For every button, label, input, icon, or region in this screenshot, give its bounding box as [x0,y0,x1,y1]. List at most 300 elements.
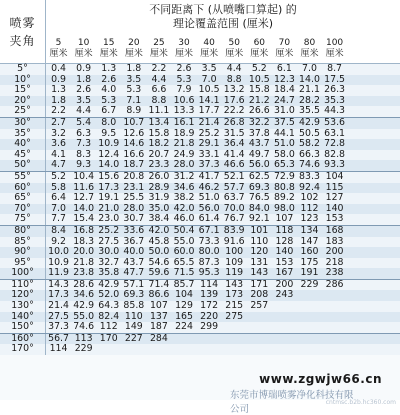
coverage-value-cell: 0.9 [51,73,66,85]
coverage-value-cell: 6.4 [51,192,66,204]
coverage-value-cell: 131 [250,256,269,268]
coverage-value-cell: 107 [149,300,168,312]
coverage-value-cell: 57.7 [223,181,245,193]
coverage-value-cell: 50.0 [148,246,170,258]
coverage-value-cell: 63.1 [324,127,346,139]
distance-value: 5 [55,37,62,48]
coverage-value-cell: 13.3 [173,105,195,117]
coverage-value-cell: 13.2 [223,84,245,96]
coverage-value-cell: 24.7 [273,94,295,106]
coverage-value-cell: 82.8 [324,148,346,160]
coverage-value-cell: 35.5 [299,105,320,117]
coverage-value-cell: 44.1 [273,127,295,139]
spray-angle-cell: 100° [0,268,46,279]
coverage-value-cell: 58.0 [273,148,295,160]
coverage-value-cell: 168 [325,224,344,236]
coverage-value-cell: 12.6 [123,127,145,139]
coverage-value-cell: 73.3 [198,235,220,247]
coverage-value-cell: 84.0 [248,202,270,214]
coverage-value-cell: 5.8 [51,181,66,193]
coverage-value-cell: 1.8 [126,63,142,74]
spray-angle-cell: 65° [0,193,46,204]
table-row [0,214,400,225]
coverage-value-cell: 50.4 [173,224,195,236]
coverage-value-cell: 49.7 [248,148,270,160]
coverage-value-cell: 127 [325,192,344,204]
company-name: 东莞市博瑞喷雾净化科技有限公司 [230,390,354,415]
coverage-value-cell: 10.6 [173,94,195,106]
coverage-value-cell: 20.8 [123,170,145,182]
coverage-value-cell: 91.6 [223,235,245,247]
distance-header-cell [146,34,171,63]
coverage-value-cell: 37.5 [273,116,295,128]
spray-angle-cell: 140° [0,312,46,323]
coverage-value-cell: 7.0 [201,73,217,85]
coverage-value-cell: 47.7 [123,267,145,279]
coverage-value-cell: 5.3 [126,84,142,96]
spray-angle-cell: 35° [0,129,46,140]
coverage-value-cell: 85.8 [123,300,145,312]
coverage-value-cell: 55.0 [173,235,195,247]
coverage-value-cell: 8.7 [327,63,343,74]
coverage-value-cell: 93.3 [324,159,346,171]
coverage-value-cell: 14.1 [198,94,220,106]
coverage-value-cell: 4.0 [101,84,117,96]
coverage-value-cell: 149 [124,321,143,333]
coverage-value-cell: 140 [275,246,294,258]
coverage-value-cell: 25.5 [123,192,145,204]
coverage-value-cell: 118 [275,224,294,236]
spray-angle-cell: 45° [0,150,46,161]
coverage-value-cell: 14.0 [98,159,120,171]
coverage-value-cell: 71.4 [148,278,170,290]
coverage-value-cell: 20.0 [73,246,95,258]
distance-unit: 厘米 [275,48,294,59]
coverage-value-cell: 92.4 [299,181,320,193]
corner-label-line1: 喷雾 [9,15,36,30]
coverage-value-cell: 74.6 [299,159,320,171]
coverage-value-cell: 22.2 [223,105,245,117]
coverage-value-cell: 69.3 [123,289,145,301]
coverage-value-cell: 1.8 [76,73,92,85]
coverage-value-cell: 167 [275,267,294,279]
coverage-value-cell: 16.6 [123,148,145,160]
coverage-value-cell: 9.5 [101,127,117,139]
coverage-value-cell: 56.0 [198,202,220,214]
coverage-value-cell: 28.0 [173,159,195,171]
coverage-value-cell: 14.3 [48,278,69,290]
coverage-value-cell: 30.7 [123,213,145,225]
coverage-value-cell: 36.4 [223,138,245,150]
coverage-value-cell: 7.0 [51,202,66,214]
spray-angle-cell: 95° [0,258,46,269]
coverage-value-cell: 28.9 [148,181,170,193]
coverage-value-cell: 5.3 [101,94,117,106]
coverage-value-cell: 114 [49,343,68,355]
coverage-value-cell: 173 [225,289,244,301]
coverage-value-cell: 98.0 [273,202,295,214]
coverage-value-cell: 10.9 [98,138,120,150]
coverage-value-cell: 104 [325,170,344,182]
distance-value: 50 [228,37,240,48]
coverage-value-cell: 238 [325,267,344,279]
coverage-value-cell: 63.7 [223,192,245,204]
coverage-value-cell: 4.1 [51,148,66,160]
coverage-value-cell: 26.6 [248,105,270,117]
distance-header-cell [322,34,347,63]
distance-value: 10 [77,37,90,48]
coverage-value-cell: 59.6 [148,267,170,279]
coverage-value-cell: 9.3 [76,159,92,171]
distance-unit: 厘米 [99,48,118,59]
coverage-value-cell: 61.4 [198,213,220,225]
coverage-value-cell: 170 [99,332,118,344]
distance-value: 25 [153,37,165,48]
coverage-value-cell: 8.8 [151,94,167,106]
coverage-value-cell: 21.8 [173,138,195,150]
spray-angle-cell: 85° [0,237,46,248]
coverage-value-cell: 86.6 [148,289,170,301]
coverage-value-cell: 275 [225,310,244,322]
coverage-value-cell: 85.7 [173,278,195,290]
coverage-value-cell: 70.0 [223,202,245,214]
coverage-value-cell: 3.5 [201,63,217,74]
coverage-value-cell: 191 [300,267,319,279]
coverage-value-cell: 58.2 [299,138,320,150]
spray-angle-cell: 160° [0,334,46,345]
coverage-value-cell: 11.1 [148,105,170,117]
distance-header-cell [96,34,121,63]
coverage-value-cell: 1.8 [51,94,66,106]
coverage-value-cell: 21.4 [198,116,220,128]
coverage-value-cell: 229 [300,278,319,290]
distance-unit: 厘米 [300,48,319,59]
distance-header-cell [46,34,71,63]
coverage-value-cell: 8.0 [101,116,117,128]
spray-angle-cell: 50° [0,160,46,171]
coverage-value-cell: 8.8 [226,73,242,85]
coverage-value-cell: 10.9 [48,256,69,268]
coverage-value-cell: 17.6 [223,94,245,106]
coverage-value-cell: 10.5 [248,73,270,85]
distance-unit: 厘米 [200,48,219,59]
distance-header-cell [297,34,322,63]
coverage-value-cell: 42.9 [98,278,120,290]
coverage-value-cell: 40.0 [123,246,145,258]
coverage-value-cell: 17.3 [98,181,120,193]
coverage-value-cell: 72.8 [324,138,346,150]
coverage-value-cell: 23.8 [73,267,95,279]
coverage-value-cell: 43.7 [248,138,270,150]
coverage-value-cell: 21.8 [73,256,95,268]
coverage-value-cell: 17.5 [324,73,346,85]
coverage-value-cell: 200 [325,246,344,258]
coverage-value-cell: 35.8 [98,267,120,279]
watermark-text: cntmsc.b2b.hc360.com [325,399,396,406]
website-url[interactable]: www.zgwjw66.cn [259,372,382,386]
coverage-value-cell: 6.6 [151,84,167,96]
distance-unit: 厘米 [250,48,269,59]
coverage-value-cell: 20.7 [148,148,170,160]
coverage-value-cell: 21.1 [299,84,320,96]
coverage-value-cell: 92.1 [248,213,270,225]
spray-angle-cell: 80° [0,226,46,237]
coverage-value-cell: 15.8 [148,127,170,139]
coverage-value-cell: 243 [275,289,294,301]
coverage-value-cell: 11.9 [48,267,69,279]
coverage-value-cell: 34.6 [73,289,95,301]
coverage-value-cell: 284 [149,332,168,344]
table-row [0,225,400,237]
coverage-value-cell: 5.2 [251,63,267,74]
coverage-value-cell: 57.1 [123,278,145,290]
table-row [0,117,400,129]
coverage-value-cell: 112 [99,321,118,333]
spray-angle-cell: 110° [0,280,46,291]
corner-label-line2: 夹角 [9,33,36,48]
coverage-value-cell: 107 [275,213,294,225]
coverage-value-cell: 14.0 [73,202,95,214]
distance-unit: 厘米 [74,48,93,59]
coverage-value-cell: 13.4 [148,116,170,128]
coverage-value-cell: 18.4 [273,84,295,96]
coverage-value-cell: 18.9 [173,127,195,139]
coverage-value-cell: 26.8 [223,116,245,128]
distance-unit: 厘米 [325,48,344,59]
coverage-value-cell: 8.3 [76,148,92,160]
coverage-value-cell: 21.4 [48,300,69,312]
coverage-value-cell: 36.7 [123,235,145,247]
distance-value: 70 [278,37,291,48]
coverage-value-cell: 224 [175,321,193,333]
spray-angle-cell: 10° [0,75,46,86]
spray-angle-cell: 150° [0,322,46,333]
coverage-value-cell: 19.1 [98,192,120,204]
coverage-value-cell: 109 [225,256,244,268]
coverage-value-cell: 115 [325,181,344,193]
coverage-value-cell: 153 [325,213,344,225]
coverage-value-cell: 21.0 [98,202,120,214]
coverage-value-cell: 76.5 [248,192,270,204]
coverage-value-cell: 27.5 [98,235,120,247]
coverage-value-cell: 65.3 [273,159,295,171]
distance-header-cell [121,34,146,63]
coverage-value-cell: 89.2 [273,192,295,204]
coverage-value-cell: 208 [250,289,269,301]
coverage-value-cell: 38.2 [173,192,195,204]
distance-unit: 厘米 [149,48,168,59]
coverage-value-cell: 6.3 [76,127,92,139]
coverage-value-cell: 42.9 [299,116,320,128]
distance-value: 15 [103,37,115,48]
table-body [0,64,400,355]
coverage-value-cell: 31.2 [173,170,195,182]
coverage-value-cell: 3.2 [51,127,66,139]
coverage-value-cell: 41.7 [198,170,220,182]
coverage-value-cell: 31.0 [273,105,295,117]
distance-value: 40 [203,37,215,48]
coverage-value-cell: 52.0 [98,289,120,301]
coverage-value-cell: 0.9 [76,63,92,74]
coverage-value-cell: 72.9 [273,170,295,182]
coverage-value-cell: 54.6 [148,256,170,268]
coverage-value-cell: 5.4 [76,116,92,128]
coverage-value-cell: 4.7 [51,159,66,171]
distance-unit: 厘米 [225,48,244,59]
spray-angle-cell: 170° [0,344,46,355]
coverage-value-cell: 21.2 [248,94,270,106]
coverage-value-cell: 52.1 [223,170,245,182]
coverage-value-cell: 220 [200,310,219,322]
coverage-value-cell: 101 [250,224,269,236]
coverage-value-cell: 8.4 [51,224,66,236]
spray-angle-header [0,0,46,64]
coverage-value-cell: 7.3 [76,138,92,150]
coverage-value-cell: 35.0 [148,202,170,214]
coverage-value-cell: 71.5 [173,267,195,279]
coverage-value-cell: 120 [250,246,269,258]
coverage-value-cell: 24.9 [173,148,195,160]
coverage-value-cell: 153 [275,256,294,268]
coverage-value-cell: 31.5 [223,127,245,139]
coverage-value-cell: 227 [124,332,143,344]
coverage-value-cell: 42.0 [173,202,195,214]
coverage-value-cell: 15.8 [248,84,270,96]
coverage-value-cell: 15.4 [73,213,95,225]
coverage-value-cell: 160 [300,246,319,258]
table-row [0,268,400,279]
coverage-value-cell: 32.7 [98,256,120,268]
coverage-value-cell: 4.4 [76,105,92,117]
coverage-value-cell: 14.0 [299,73,320,85]
spray-angle-cell: 75° [0,214,46,225]
coverage-value-cell: 18.2 [148,138,170,150]
coverage-value-cell: 165 [175,310,193,322]
coverage-value-cell: 37.3 [48,321,69,333]
coverage-value-cell: 33.6 [123,224,145,236]
coverage-value-cell: 113 [74,332,93,344]
coverage-value-cell: 55.0 [73,310,95,322]
coverage-value-cell: 112 [300,202,319,214]
footer [230,372,400,415]
table-row [0,322,400,333]
coverage-value-cell: 83.3 [299,170,320,182]
distance-header-row [46,34,400,64]
coverage-value-cell: 2.2 [51,105,66,117]
spray-angle-cell: 60° [0,183,46,194]
coverage-value-cell: 139 [200,289,219,301]
coverage-value-cell: 8.9 [126,105,142,117]
table-title [46,0,400,34]
distance-header-cell [171,34,196,63]
coverage-value-cell: 6.7 [101,105,117,117]
coverage-value-cell: 3.6 [51,138,66,150]
coverage-value-cell: 1.3 [101,63,117,74]
coverage-value-cell: 6.1 [276,63,292,74]
spray-angle-cell: 40° [0,139,46,150]
coverage-value-cell: 66.3 [299,148,320,160]
coverage-value-cell: 187 [149,321,168,333]
coverage-value-cell: 56.7 [48,332,69,344]
coverage-value-cell: 3.5 [126,73,142,85]
coverage-value-cell: 46.2 [198,181,220,193]
coverage-value-cell: 42.0 [148,224,170,236]
coverage-value-cell: 34.6 [173,181,195,193]
distance-header-cell [272,34,297,63]
coverage-value-cell: 87.3 [198,256,220,268]
coverage-value-cell: 172 [200,300,219,312]
coverage-value-cell: 2.6 [176,63,192,74]
distance-value: 80 [303,37,316,48]
spray-angle-cell: 130° [0,301,46,312]
coverage-value-cell: 15.6 [98,170,120,182]
coverage-value-cell: 0.4 [51,63,66,74]
distance-unit: 厘米 [124,48,143,59]
coverage-value-cell: 183 [325,235,344,247]
coverage-value-cell: 67.1 [198,224,220,236]
coverage-value-cell: 2.7 [51,116,66,128]
spray-angle-cell: 55° [0,172,46,183]
coverage-value-cell: 33.1 [198,148,220,160]
coverage-value-cell: 18.3 [73,235,95,247]
coverage-value-cell: 143 [250,267,269,279]
coverage-value-cell: 286 [325,278,344,290]
coverage-value-cell: 26.3 [324,84,346,96]
coverage-value-cell: 119 [225,267,244,279]
coverage-value-cell: 16.1 [173,116,195,128]
coverage-value-cell: 12.3 [273,73,295,85]
coverage-value-cell: 10.0 [48,246,69,258]
coverage-value-cell: 38.4 [148,213,170,225]
coverage-value-cell: 171 [250,278,269,290]
coverage-value-cell: 45.8 [148,235,170,247]
coverage-value-cell: 299 [200,321,219,333]
distance-value: 60 [253,37,266,48]
table-row [0,106,400,117]
coverage-value-cell: 23.1 [123,181,145,193]
coverage-value-cell: 7.0 [302,63,317,74]
coverage-value-cell: 44.3 [324,105,346,117]
coverage-value-cell: 23.3 [148,159,170,171]
coverage-value-cell: 100 [225,246,244,258]
coverage-value-cell: 2.2 [151,63,167,74]
coverage-value-cell: 56.0 [248,159,270,171]
coverage-value-cell: 29.1 [198,138,220,150]
coverage-value-cell: 129 [175,300,193,312]
spray-angle-cell: 70° [0,204,46,215]
coverage-value-cell: 7.9 [176,84,192,96]
spray-angle-cell: 20° [0,96,46,107]
coverage-value-cell: 46.6 [223,159,245,171]
coverage-value-cell: 27.5 [48,310,69,322]
distance-value: 20 [128,37,140,48]
table-row [0,171,400,183]
coverage-value-cell: 7.7 [51,213,66,225]
coverage-value-cell: 65.5 [173,256,195,268]
coverage-value-cell: 10.5 [198,84,220,96]
coverage-value-cell: 10.7 [123,116,145,128]
coverage-value-cell: 53.6 [324,116,346,128]
coverage-value-cell: 64.3 [98,300,120,312]
coverage-value-cell: 26.0 [148,170,170,182]
coverage-value-cell: 51.0 [273,138,295,150]
coverage-value-cell: 5.3 [176,73,192,85]
coverage-value-cell: 11.6 [73,181,95,193]
spray-angle-cell: 15° [0,85,46,96]
coverage-value-cell: 229 [74,343,93,355]
coverage-value-cell: 175 [300,256,319,268]
coverage-value-cell: 114 [200,278,219,290]
